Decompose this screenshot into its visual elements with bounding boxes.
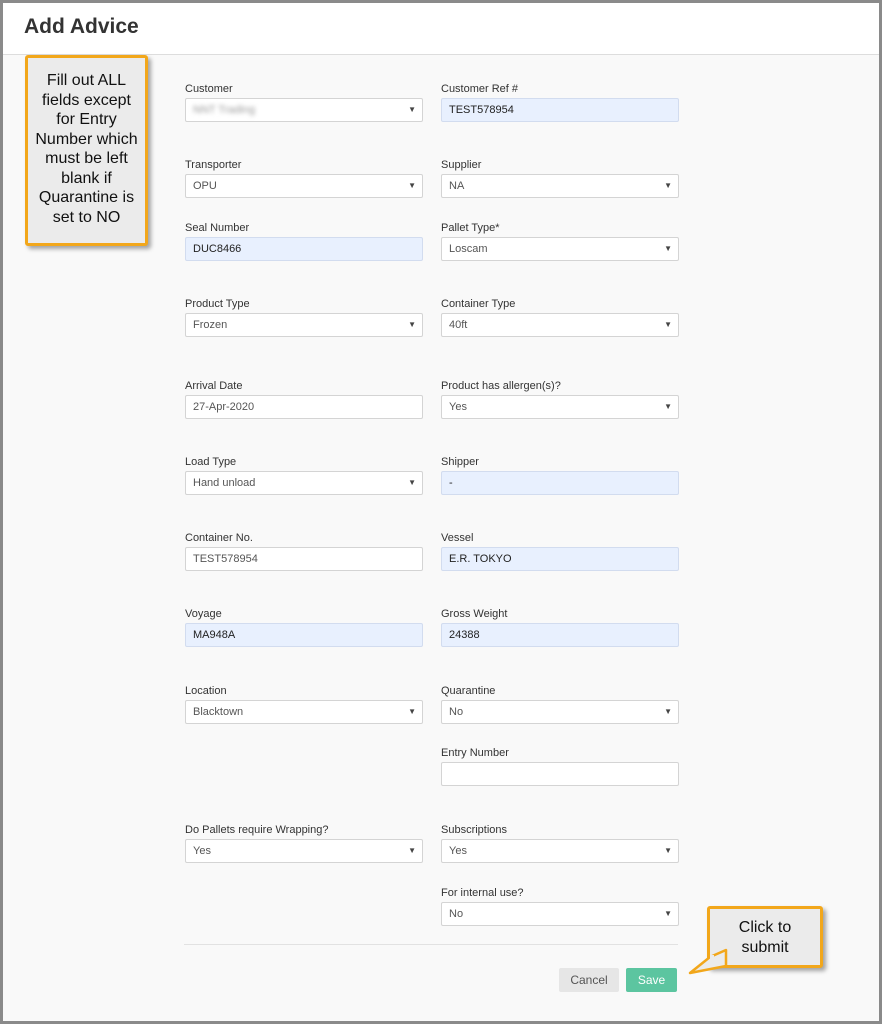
vessel-input[interactable]: E.R. TOKYO [441, 547, 679, 571]
product-type-label: Product Type [185, 298, 250, 310]
wrapping-value: Yes [193, 845, 211, 857]
seal-number-label: Seal Number [185, 222, 250, 234]
arrival-date-label: Arrival Date [185, 380, 243, 392]
gross-weight-input[interactable]: 24388 [441, 623, 679, 647]
supplier-value: NA [449, 180, 465, 192]
shipper-label: Shipper [441, 456, 479, 468]
location-select[interactable] [185, 700, 423, 724]
subscriptions-label: Subscriptions [441, 824, 508, 836]
save-button[interactable]: Save [626, 968, 677, 992]
location-label: Location [185, 685, 227, 697]
instruction-callout: Fill out ALL fields except for Entry Number which must be left blank if Quarantine is set to NO [25, 55, 148, 246]
customer-value: NNT Trading [193, 104, 256, 116]
container-type-label: Container Type [441, 298, 516, 310]
subscriptions-select[interactable] [441, 839, 679, 863]
wrapping-select[interactable] [185, 839, 423, 863]
vessel-label: Vessel [441, 532, 474, 544]
load-type-select[interactable] [185, 471, 423, 495]
load-type-label: Load Type [185, 456, 237, 468]
shipper-input[interactable]: - [441, 471, 679, 495]
allergens-select[interactable] [441, 395, 679, 419]
caret-down-icon: ▼ [408, 707, 416, 716]
customer-ref-label: Customer Ref # [441, 83, 519, 95]
customer-label: Customer [185, 83, 233, 95]
internal-use-value: No [449, 908, 464, 920]
caret-down-icon: ▼ [664, 846, 672, 855]
quarantine-label: Quarantine [441, 685, 496, 697]
submit-callout: Click to submit [707, 906, 823, 968]
transporter-select[interactable] [185, 174, 423, 198]
caret-down-icon: ▼ [664, 244, 672, 253]
caret-down-icon: ▼ [408, 105, 416, 114]
caret-down-icon: ▼ [664, 320, 672, 329]
internal-use-select[interactable] [441, 902, 679, 926]
transporter-value: OPU [193, 180, 217, 192]
gross-weight-label: Gross Weight [441, 608, 508, 620]
internal-use-label: For internal use? [441, 887, 524, 899]
transporter-label: Transporter [185, 159, 242, 171]
container-no-label: Container No. [185, 532, 253, 544]
caret-down-icon: ▼ [408, 181, 416, 190]
load-type-value: Hand unload [193, 477, 256, 489]
quarantine-value: No [449, 706, 464, 718]
wrapping-label: Do Pallets require Wrapping? [185, 824, 329, 836]
pallet-type-value: Loscam [449, 243, 488, 255]
caret-down-icon: ▼ [408, 846, 416, 855]
supplier-label: Supplier [441, 159, 482, 171]
supplier-select[interactable] [441, 174, 679, 198]
allergens-label: Product has allergen(s)? [441, 380, 561, 392]
caret-down-icon: ▼ [664, 402, 672, 411]
location-value: Blacktown [193, 706, 244, 718]
customer-select[interactable] [185, 98, 423, 122]
pallet-type-select[interactable] [441, 237, 679, 261]
caret-down-icon: ▼ [408, 320, 416, 329]
allergens-value: Yes [449, 401, 467, 413]
caret-down-icon: ▼ [408, 478, 416, 487]
voyage-label: Voyage [185, 608, 222, 620]
pallet-type-label: Pallet Type* [441, 222, 500, 234]
container-type-select[interactable] [441, 313, 679, 337]
page-header [3, 3, 879, 55]
page-title: Add Advice [24, 15, 139, 38]
caret-down-icon: ▼ [664, 181, 672, 190]
quarantine-select[interactable] [441, 700, 679, 724]
customer-ref-input[interactable]: TEST578954 [441, 98, 679, 122]
cancel-button[interactable]: Cancel [559, 968, 619, 992]
product-type-select[interactable] [185, 313, 423, 337]
voyage-input[interactable]: MA948A [185, 623, 423, 647]
form-divider [184, 944, 678, 945]
entry-number-label: Entry Number [441, 747, 509, 759]
caret-down-icon: ▼ [664, 909, 672, 918]
container-no-input[interactable]: TEST578954 [185, 547, 423, 571]
caret-down-icon: ▼ [664, 707, 672, 716]
entry-number-input[interactable] [441, 762, 679, 786]
product-type-value: Frozen [193, 319, 228, 331]
arrival-date-input[interactable]: 27-Apr-2020 [185, 395, 423, 419]
seal-number-input[interactable]: DUC8466 [185, 237, 423, 261]
container-type-value: 40ft [449, 319, 468, 331]
subscriptions-value: Yes [449, 845, 467, 857]
